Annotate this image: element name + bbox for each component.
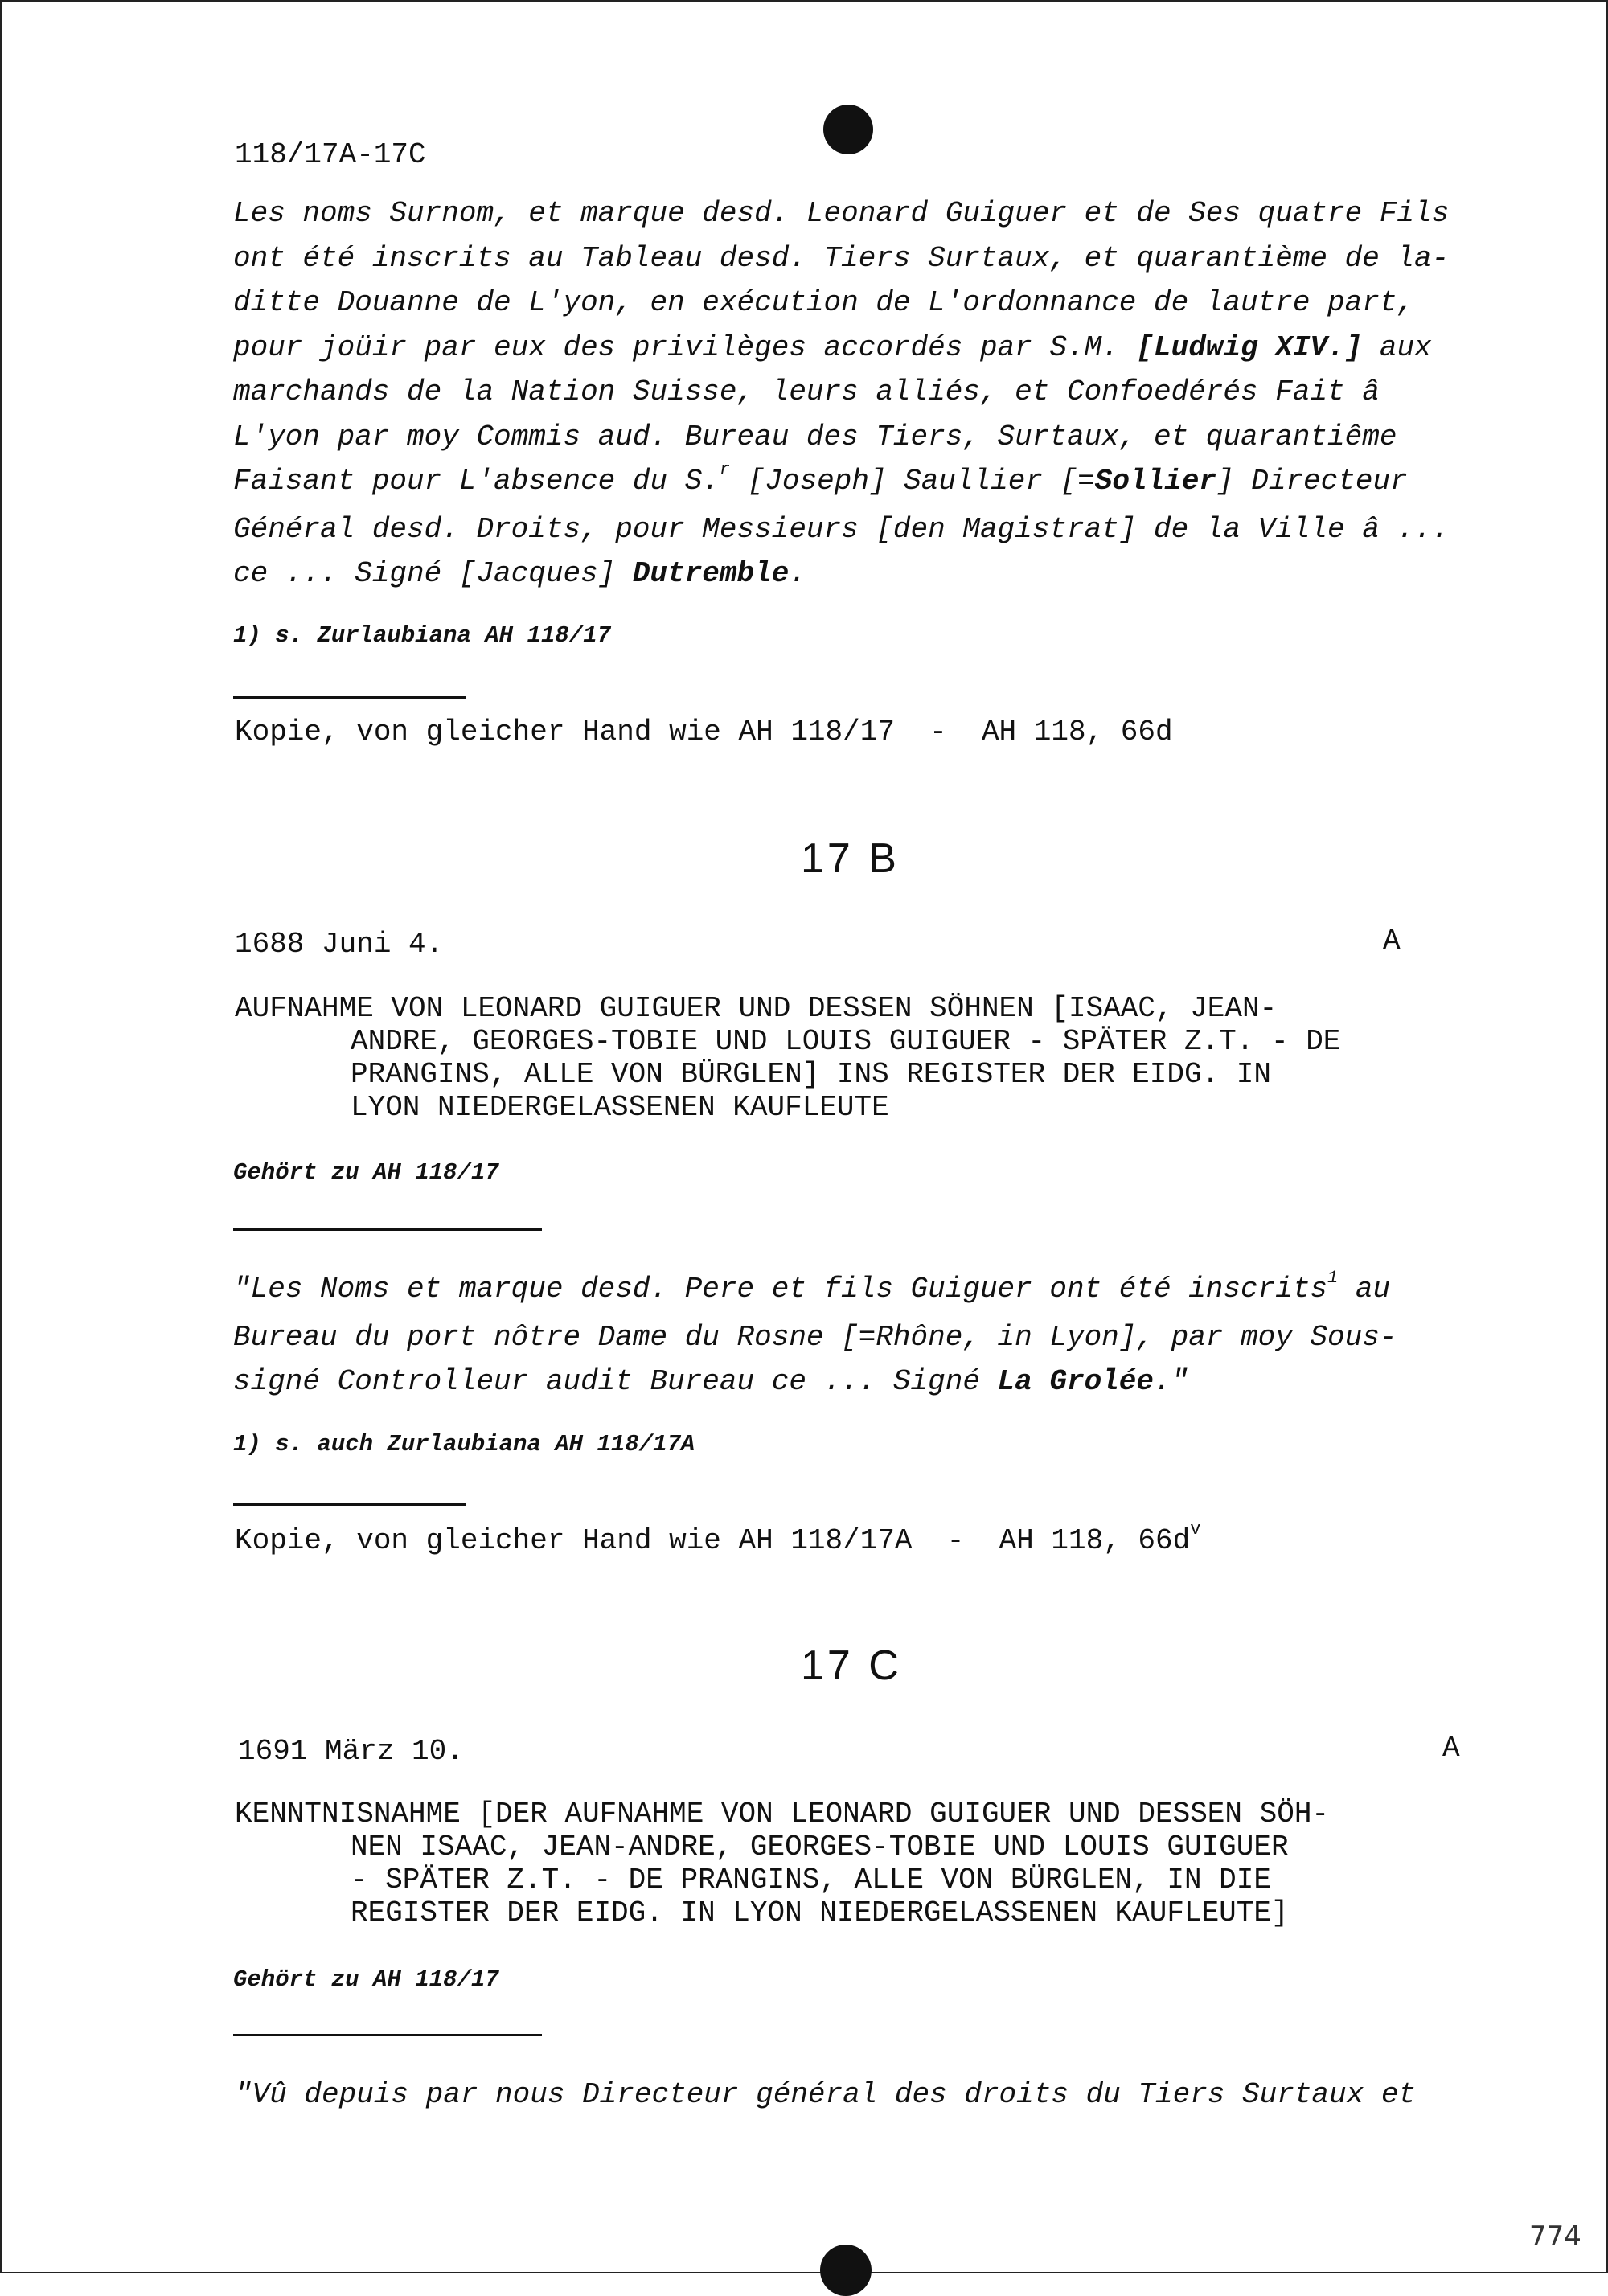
name-sollier: Sollier — [1094, 465, 1217, 498]
doc17a-line: marchands de la Nation Suisse, leurs alliés, et Confoedérés Fait â — [233, 375, 1380, 408]
section-divider — [233, 2034, 542, 2036]
annotation-ludwig: [Ludwig XIV.] — [1136, 330, 1363, 364]
doc17b-source-text: Kopie, von gleicher Hand wie AH 118/17A - AH 118, 66d — [235, 1524, 1191, 1557]
punch-hole-bottom — [820, 2245, 872, 2296]
doc17b-title-line: ANDRE, GEORGES-TOBIE UND LOUIS GUIGUER - SPÄTER Z.T. - DE — [351, 1025, 1341, 1058]
doc17a-line: pour joüir par eux des privilèges accordés par S.M. — [233, 330, 1137, 364]
doc17b-source — [235, 1519, 1201, 1557]
doc17a-line: ont été inscrits au Tableau desd. Tiers Surtaux, et quarantième de la- — [233, 241, 1450, 275]
doc17a-line: ce ... Signé [Jacques] — [233, 557, 633, 590]
doc17c-belongs-to: Gehört zu AH 118/17 — [233, 1966, 499, 1993]
doc17b-line: au — [1338, 1273, 1391, 1306]
doc17a-line: Faisant pour L'absence du S. — [233, 465, 720, 498]
doc17c-title-line: KENNTNISNAHME [DER AUFNAHME VON LEONARD GUIGUER UND DESSEN SÖH- — [235, 1798, 1330, 1831]
doc17b-transcription — [233, 1267, 1397, 1404]
doc17c-title-line: REGISTER DER EIDG. IN LYON NIEDERGELASSENEN KAUFLEUTE] — [351, 1896, 1289, 1929]
doc17b-footnote: 1) s. auch Zurlaubiana AH 118/17A — [233, 1431, 695, 1458]
doc17a-source: Kopie, von gleicher Hand wie AH 118/17 - AH 118, 66d — [235, 715, 1173, 748]
doc17b-line: Bureau du port nôtre Dame du Rosne [=Rhône, in Lyon], par moy Sous- — [233, 1320, 1397, 1354]
doc17a-line: L'yon par moy Commis aud. Bureau des Tiers, Surtaux, et quarantiême — [233, 420, 1397, 453]
doc17c-letter: A — [1442, 1732, 1460, 1765]
doc17b-title — [235, 992, 1340, 1124]
doc17a-footnote: 1) s. Zurlaubiana AH 118/17 — [233, 622, 611, 649]
doc17a-line: [Joseph] Saullier [= — [730, 465, 1095, 498]
footnote-divider — [233, 1503, 466, 1506]
superscript-r: r — [719, 460, 731, 480]
doc17b-title-line: LYON NIEDERGELASSENEN KAUFLEUTE — [351, 1091, 889, 1124]
doc17b-letter: A — [1383, 925, 1401, 957]
signature-dutremble: Dutremble — [632, 557, 790, 590]
section-divider — [233, 1228, 542, 1231]
archive-reference: 118/17A-17C — [235, 138, 426, 171]
doc17b-title-line: PRANGINS, ALLE VON BÜRGLEN] INS REGISTER DER EIDG. IN — [351, 1058, 1271, 1091]
doc17c-title-line: NEN ISAAC, JEAN-ANDRE, GEORGES-TOBIE UND LOUIS GUIGUER — [351, 1831, 1289, 1863]
doc17c-line: "Vû depuis par nous Directeur général des droits du Tiers Surtaux et — [235, 2078, 1417, 2111]
punch-hole-top — [823, 105, 873, 154]
doc17a-line: ditte Douanne de L'yon, en exécution de L'ordonnance de lautre part, — [233, 286, 1415, 319]
handwritten-page-number: 774 — [1529, 2220, 1581, 2253]
doc17a-transcription — [233, 191, 1449, 597]
doc17a-line: aux — [1362, 330, 1432, 364]
doc17c-title — [235, 1798, 1329, 1929]
doc17a-line: Les noms Surnom, et marque desd. Leonard Guiguer et de Ses quatre Fils — [233, 197, 1450, 230]
doc17b-number: 17 B — [801, 835, 900, 882]
doc17c-title-line: - SPÄTER Z.T. - DE PRANGINS, ALLE VON BÜRGLEN, IN DIE — [351, 1863, 1271, 1896]
doc17c-transcription — [235, 2073, 1416, 2118]
doc17c-date: 1691 März 10. — [238, 1735, 464, 1768]
doc17b-line: "Les Noms et marque desd. Pere et fils Guiguer ont été inscrits — [233, 1273, 1328, 1306]
footnote-marker: 1 — [1327, 1268, 1339, 1288]
signature-la-grolee: La Grolée — [997, 1365, 1154, 1398]
doc17b-line: ." — [1154, 1365, 1189, 1398]
doc17c-number: 17 C — [801, 1642, 902, 1689]
doc17a-line: ] Directeur — [1216, 465, 1408, 498]
doc17b-line: signé Controlleur audit Bureau ce ... Signé — [233, 1365, 998, 1398]
doc17a-line: Général desd. Droits, pour Messieurs [den Magistrat] de la Ville â ... — [233, 512, 1450, 546]
doc17a-line: . — [789, 557, 806, 590]
superscript-v: v — [1190, 1519, 1201, 1540]
doc17b-date: 1688 Juni 4. — [235, 928, 444, 961]
doc17b-title-line: AUFNAHME VON LEONARD GUIGUER UND DESSEN SÖHNEN [ISAAC, JEAN- — [235, 992, 1278, 1025]
doc17b-belongs-to: Gehört zu AH 118/17 — [233, 1159, 499, 1186]
footnote-divider — [233, 696, 466, 699]
